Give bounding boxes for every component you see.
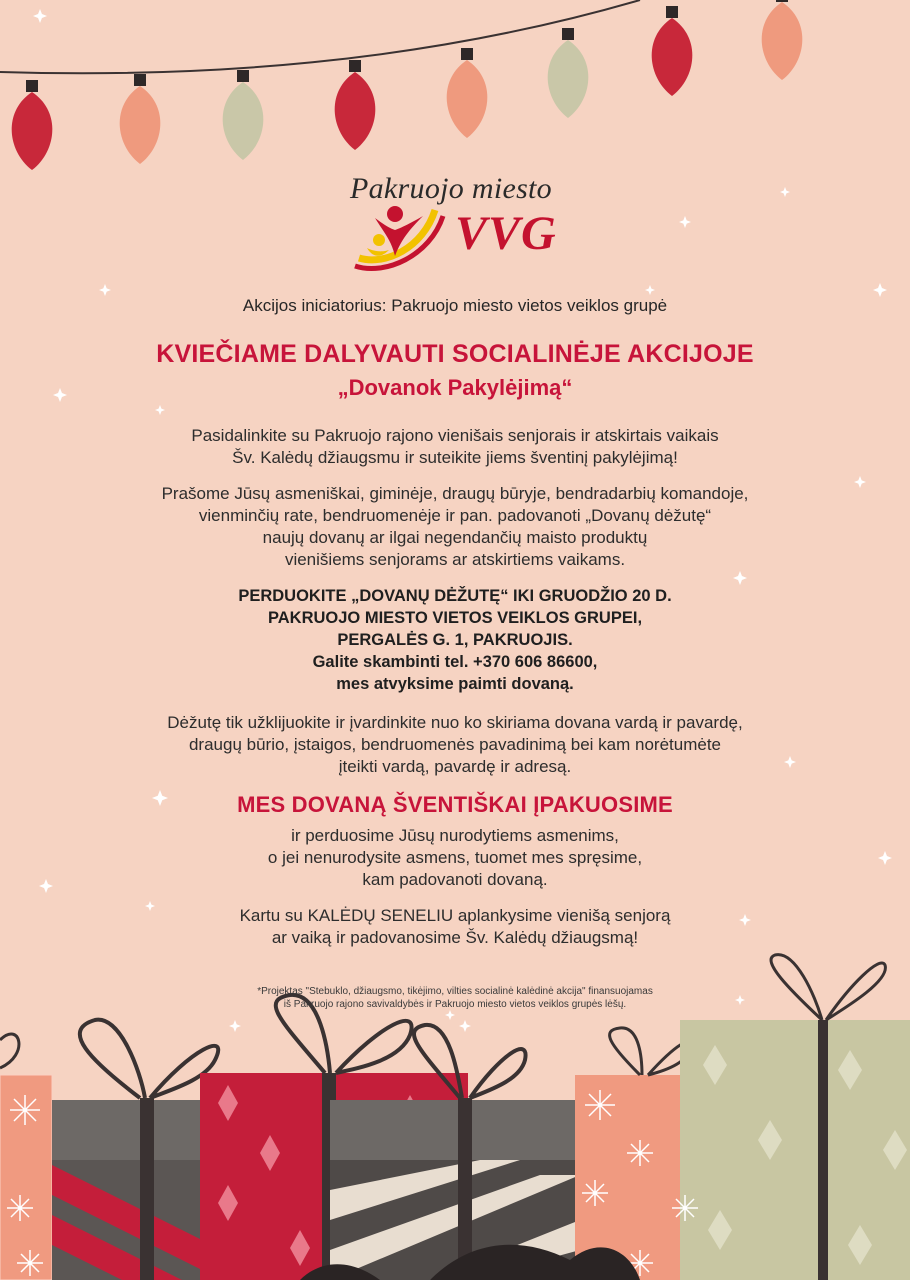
delivery-line: PAKRUOJO MIESTO VIETOS VEIKLOS GRUPEI, [267, 609, 643, 627]
sparkle-icon [445, 1010, 455, 1020]
logo-brand-text: VVG [455, 207, 557, 260]
christmas-bulb-icon [447, 60, 488, 138]
delivery-line: PERDUOKITE „DOVANŲ DĖŽUTĘ“ IKI GRUODŽIO 20 D. [238, 587, 672, 605]
delivery-line: Galite skambinti tel. +370 606 86600, [312, 653, 598, 671]
christmas-light-bulbs [12, 0, 803, 170]
bulb-cap [349, 60, 361, 72]
request-paragraph [40, 483, 870, 571]
santa-line: Kartu su KALĖDŲ SENELIU aplankysime vienišą senjorą [239, 906, 671, 925]
gift-line: ir perduosime Jūsų nurodytiems asmenims, [291, 826, 619, 845]
intro-line: Šv. Kalėdų džiaugsmu ir suteikite jiems šventinį pakylėjimą! [232, 448, 678, 467]
intro-line: Pasidalinkite su Pakruojo rajono vienišais senjorais ir atskirtais vaikais [191, 426, 719, 445]
headline-main: KVIEČIAME DALYVAUTI SOCIALINĖJE AKCIJOJE [156, 340, 754, 368]
footnote-line: iš Pakruojo rajono savivaldybės ir Pakruojo miesto vietos veiklos grupės lėšų. [283, 999, 627, 1010]
sparkle-icon [679, 216, 691, 228]
label-line: įteikti vardą, pavardę ir adresą. [338, 757, 572, 776]
sparkle-icon [459, 1020, 471, 1032]
request-line: Prašome Jūsų asmeniškai, giminėje, draugų būryje, bendradarbių komandoje, [161, 484, 749, 503]
bulb-cap [776, 0, 788, 2]
gift-box-gray-left [52, 1020, 218, 1280]
vvg-logo-figure-icon [345, 196, 455, 278]
light-string-wire [0, 0, 640, 73]
gift-box-far-left [0, 1034, 52, 1280]
sparkle-icon [645, 285, 655, 295]
santa-paragraph [40, 905, 870, 949]
sparkle-icon [878, 851, 892, 865]
bulb-cap [134, 74, 146, 86]
christmas-bulb-icon [120, 86, 161, 164]
delivery-info [40, 585, 870, 695]
bulb-cap [237, 70, 249, 82]
gift-heading: MES DOVANĄ ŠVENTIŠKAI ĮPAKUOSIME [237, 792, 673, 817]
initiator-line: Akcijos iniciatorius: Pakruojo miesto vietos veiklos grupė [242, 296, 668, 315]
request-line: vienišiems senjorams ar atskirtiems vaikams. [284, 550, 626, 569]
label-instructions [40, 712, 870, 778]
request-line: vienminčių rate, bendruomenėje ir pan. padovanoti „Dovanų dėžutę“ [198, 506, 712, 525]
sparkle-icon [99, 284, 111, 296]
christmas-bulb-icon [652, 18, 693, 96]
funding-footnote [40, 985, 870, 1011]
christmas-bulb-icon [762, 2, 803, 80]
sparkle-icon [33, 9, 47, 23]
sparkle-icon [155, 405, 165, 415]
footnote-line: *Projektas "Stebuklo, džiaugsmo, tikėjimo, vilties socialinė kalėdinė akcija" finansuojamas [257, 986, 653, 997]
bulb-cap [666, 6, 678, 18]
gift-paragraph [40, 825, 870, 891]
label-line: Dėžutę tik užklijuokite ir įvardinkite nuo ko skiriama dovana vardą ir pavardę, [167, 713, 743, 732]
request-line: naujų dovanų ar ilgai negendančių maisto produktų [262, 528, 648, 547]
gift-line: kam padovanoti dovaną. [362, 870, 548, 889]
sparkle-icon [873, 283, 887, 297]
delivery-line: PERGALĖS G. 1, PAKRUOJIS. [337, 631, 573, 649]
santa-line: ar vaiką ir padovanosime Šv. Kalėdų džiaugsmą! [271, 928, 639, 947]
label-line: draugų būrio, įstaigos, bendruomenės pavadinimą bei kam norėtumėte [188, 735, 722, 754]
christmas-bulb-icon [548, 40, 589, 118]
christmas-bulb-icon [335, 72, 376, 150]
headline-campaign-name: „Dovanok Pakylėjimą“ [337, 375, 573, 400]
bulb-cap [26, 80, 38, 92]
christmas-bulb-icon [12, 92, 53, 170]
bulb-cap [461, 48, 473, 60]
logo-top-text: Pakruojo miesto [350, 172, 552, 205]
sparkle-icon [229, 1020, 241, 1032]
christmas-bulb-icon [223, 82, 264, 160]
bulb-cap [562, 28, 574, 40]
intro-paragraph [40, 425, 870, 469]
sparkle-icon [780, 187, 790, 197]
delivery-line: mes atvyksime paimti dovaną. [336, 675, 574, 693]
gift-line: o jei nenurodysite asmens, tuomet mes spręsime, [267, 848, 643, 867]
sparkle-icon [733, 571, 747, 585]
